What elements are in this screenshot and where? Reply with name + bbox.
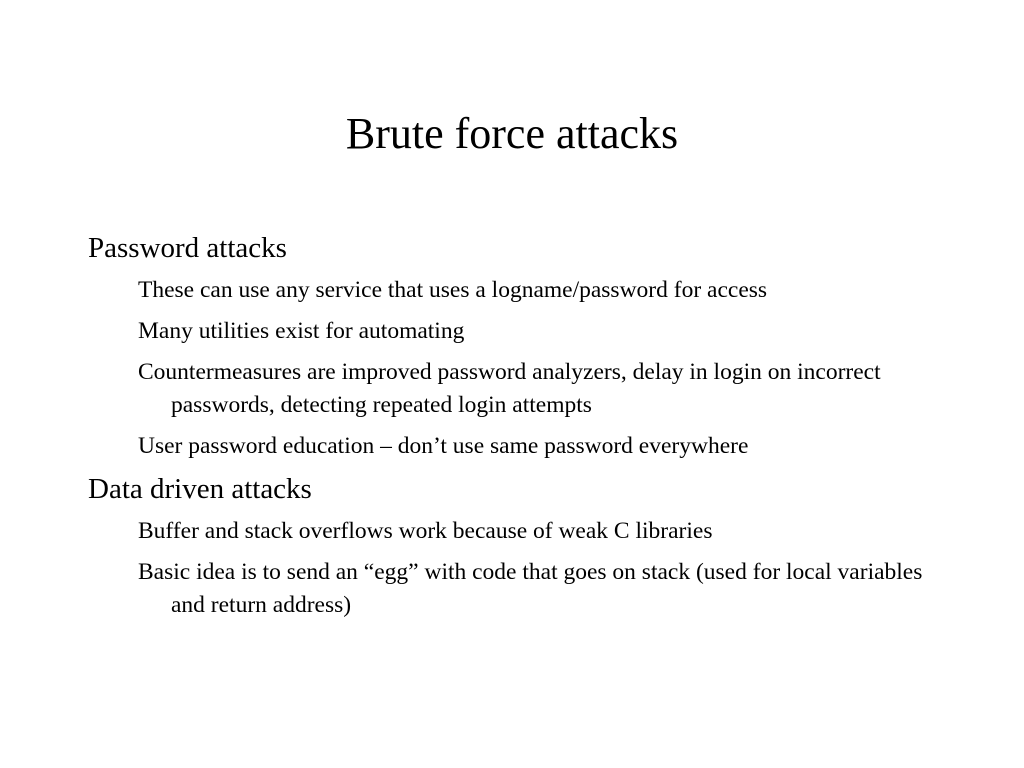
section-heading: Data driven attacks (88, 473, 312, 505)
list-item: Basic idea is to send an “egg” with code that goes on stack (used for local variables and return address) (138, 559, 923, 618)
slide-title: Brute force attacks (345, 109, 679, 158)
section-heading: Password attacks (88, 232, 287, 264)
slide-content (88, 230, 948, 630)
section-data-driven-attacks (88, 471, 948, 622)
list-item: These can use any service that uses a logname/password for access (138, 277, 768, 303)
list-item: Many utilities exist for automating (138, 318, 465, 344)
bullet-list (88, 274, 948, 463)
section-password-attacks (88, 230, 948, 463)
list-item: User password education – don’t use same password everywhere (138, 433, 749, 459)
bullet-list (88, 515, 948, 622)
list-item: Buffer and stack overflows work because of weak C libraries (138, 518, 713, 544)
list-item: Countermeasures are improved password analyzers, delay in login on incorrect passwords, detecting repeated login attempts (138, 359, 881, 418)
